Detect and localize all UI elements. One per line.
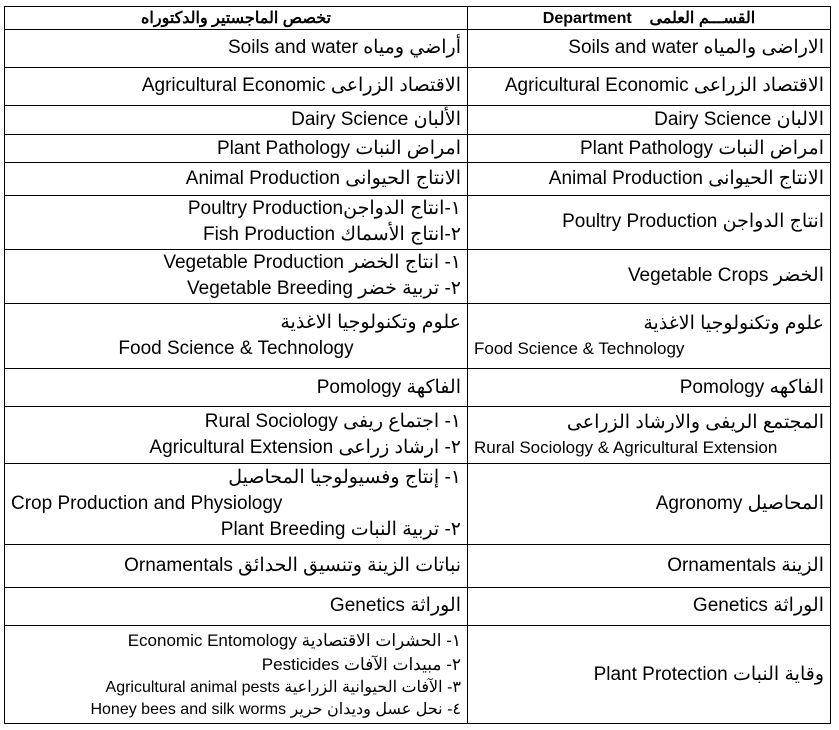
specialization-cell [5, 368, 468, 407]
department-cell [468, 544, 831, 587]
specialization-line: ٢- تربية النبات Plant Breeding [220, 519, 461, 541]
department-line: Agricultural Economic الاقتصاد الزراعى [504, 75, 824, 97]
table-row [5, 626, 831, 724]
specialization-cell [5, 407, 468, 464]
specialization-line: ١-انتاج الدواجنPoultry Production [187, 198, 461, 220]
specialization-cell [5, 67, 468, 106]
specialization-line: Agricultural Economic الاقتصاد الزراعى [141, 75, 461, 97]
departments-table [4, 6, 831, 724]
department-cell [468, 195, 831, 249]
specialization-cell [5, 106, 468, 134]
department-cell [468, 134, 831, 162]
specialization-cell [5, 195, 468, 249]
header-department-en: Department [542, 10, 632, 27]
table-row [5, 163, 831, 196]
specialization-line: Plant Pathology امراض النبات [216, 137, 461, 159]
department-line: Animal Production الانتاج الحيوانى [548, 168, 824, 190]
specialization-line: Dairy Science الألبان [291, 109, 461, 131]
department-line: Food Science & Technology [474, 338, 685, 358]
department-cell [468, 67, 831, 106]
specialization-line: ٣- الآفات الحيوانية الزراعية Agricultural animal pests [105, 678, 461, 696]
department-cell [468, 626, 831, 724]
specialization-cell [5, 544, 468, 587]
header-specialization-label: تخصص الماجستير والدكتوراه [141, 10, 331, 27]
department-line: Pomology الفاكهه [679, 376, 824, 398]
table-row [5, 106, 831, 134]
department-line: Ornamentals الزينة [667, 554, 824, 576]
specialization-line: Soils and water أراضي ومياه [228, 37, 461, 59]
specialization-cell [5, 464, 468, 544]
table-row [5, 134, 831, 162]
department-line: Vegetable Crops الخضر [627, 265, 824, 287]
department-cell [468, 464, 831, 544]
specialization-line: Food Science & Technology [118, 337, 354, 359]
department-cell [468, 303, 831, 368]
department-line: Genetics الوراثة [692, 595, 824, 617]
department-line: Dairy Science الالبان [654, 109, 824, 131]
table-row [5, 464, 831, 544]
specialization-cell [5, 249, 468, 303]
department-line: Plant Protection وقاية النبات [593, 663, 824, 685]
table-row [5, 30, 831, 68]
department-line: Agronomy المحاصيل [655, 493, 824, 515]
table-row [5, 407, 831, 464]
specialization-line: نباتات الزينة وتنسيق الحدائق Ornamentals [124, 554, 461, 576]
department-line: Rural Sociology & Agricultural Extension [474, 438, 778, 458]
specialization-line: ١- إنتاج وفسيولوجيا المحاصيل [228, 467, 461, 489]
specialization-cell [5, 163, 468, 196]
specialization-line: Animal Production الانتاج الحيوانى [185, 168, 461, 190]
department-line: Poultry Production انتاج الدواجن [562, 211, 824, 233]
specialization-line: ١- اجتماع ريفى Rural Sociology [204, 411, 461, 433]
specialization-line: Pomology الفاكهة [316, 376, 461, 398]
department-cell [468, 163, 831, 196]
department-cell [468, 587, 831, 626]
specialization-line: ٢- ارشاد زراعى Agricultural Extension [149, 437, 461, 459]
specialization-line: علوم وتكنولوجيا الاغذية [280, 311, 461, 333]
specialization-line: ٢- مبيدات الآفات Pesticides [261, 654, 461, 674]
department-line: Soils and water الاراضى والمياه [568, 37, 824, 59]
specialization-cell [5, 30, 468, 68]
specialization-cell [5, 626, 468, 724]
specialization-line: ٢- تربية خضر Vegetable Breeding [187, 278, 461, 300]
table-row [5, 195, 831, 249]
table-row [5, 249, 831, 303]
table-row [5, 303, 831, 368]
specialization-cell [5, 303, 468, 368]
specialization-line: Genetics الوراثة [329, 595, 461, 617]
specialization-line: ١- الحشرات الاقتصادية Economic Entomology [127, 630, 461, 650]
department-line: Plant Pathology امراض النبات [579, 137, 824, 159]
department-cell [468, 407, 831, 464]
specialization-line: ٢-انتاج الأسماك Fish Production [203, 224, 461, 246]
specialization-cell [5, 134, 468, 162]
department-line: علوم وتكنولوجيا الاغذية [643, 312, 824, 334]
specialization-line: ٤- نحل عسل وديدان حرير Honey bees and silk worms [90, 700, 461, 718]
specialization-cell [5, 587, 468, 626]
table-row [5, 544, 831, 587]
header-department [468, 7, 831, 30]
table-row [5, 368, 831, 407]
department-cell [468, 30, 831, 68]
specialization-line: ١- انتاج الخضر Vegetable Production [163, 252, 461, 274]
table-row [5, 587, 831, 626]
department-line: المجتمع الريفى والارشاد الزراعى [566, 412, 824, 434]
table-row [5, 67, 831, 106]
header-department-ar: القســـم العلمى [649, 10, 756, 27]
department-cell [468, 249, 831, 303]
department-cell [468, 106, 831, 134]
specialization-line: Crop Production and Physiology [11, 493, 283, 515]
department-cell [468, 368, 831, 407]
header-row [5, 7, 831, 30]
header-specialization [5, 7, 468, 30]
